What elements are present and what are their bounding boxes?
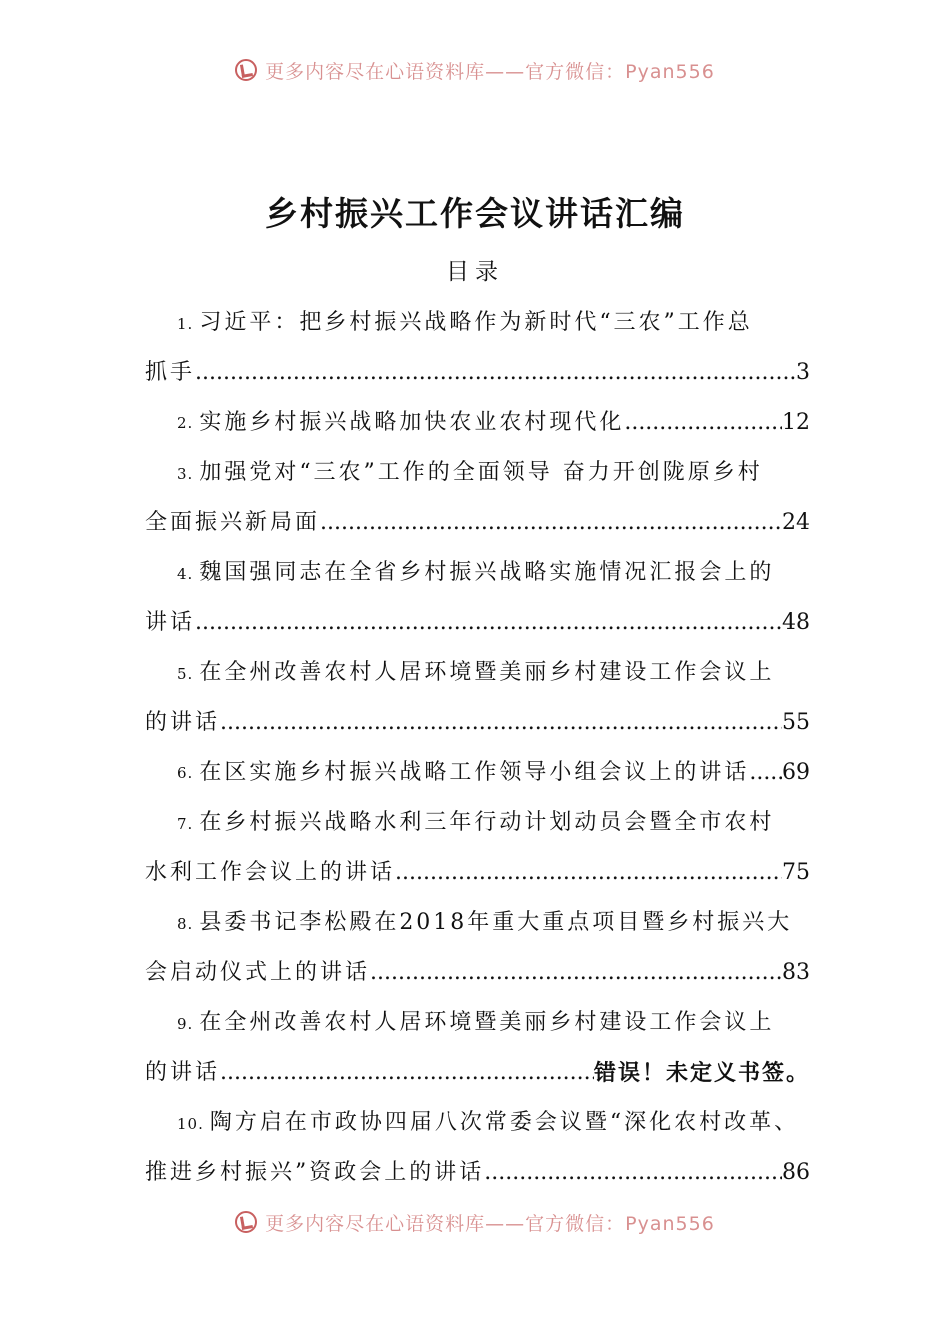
toc-entry-4[interactable]	[145, 548, 810, 648]
toc-entry-title: 在区实施乡村振兴战略工作领导小组会议上的讲话	[199, 760, 750, 785]
footer-watermark	[0, 1202, 950, 1242]
toc-entry-3[interactable]	[145, 448, 810, 548]
toc-entry-number: 10.	[177, 1115, 204, 1133]
toc-entry-number: 1.	[177, 315, 194, 333]
logo-icon	[235, 59, 257, 81]
table-of-contents	[145, 298, 810, 1198]
toc-entry-number: 6.	[177, 764, 194, 782]
toc-entry-title-cont: 推进乡村振兴”资政会上的讲话	[145, 1160, 485, 1185]
toc-page-number: 48	[782, 610, 810, 635]
toc-page-number: 3	[796, 360, 810, 385]
toc-page-number: 24	[782, 510, 810, 535]
toc-entry-title-cont: 全面振兴新局面	[145, 510, 321, 535]
toc-entry-title: 加强党对“三农”工作的全面领导 奋力开创陇原乡村	[199, 460, 763, 485]
toc-entry-number: 3.	[177, 465, 194, 483]
header-watermark-text: 更多内容尽在心语资料库——官方微信：Pyan556	[265, 60, 715, 83]
document-title: 乡村振兴工作会议讲话汇编	[265, 194, 685, 233]
toc-heading: 目录	[446, 259, 504, 285]
toc-page-number: 69	[782, 760, 810, 785]
toc-entry-title: 在全州改善农村人居环境暨美丽乡村建设工作会议上	[199, 1010, 775, 1035]
toc-page-number: 75	[782, 860, 810, 885]
leader-dots	[195, 598, 782, 648]
toc-entry-number: 9.	[177, 1015, 194, 1033]
toc-entry-number: 5.	[177, 665, 194, 683]
logo-icon	[235, 1211, 257, 1233]
toc-entry-title: 陶方启在市政协四届八次常委会议暨“深化农村改革、	[209, 1110, 800, 1135]
toc-entry-title: 在乡村振兴战略水利三年行动计划动员会暨全市农村	[199, 810, 775, 835]
toc-page-number: 86	[782, 1160, 810, 1185]
toc-entry-title-cont: 讲话	[145, 610, 196, 635]
leader-dots	[370, 948, 782, 998]
toc-entry-7[interactable]	[145, 798, 810, 898]
toc-entry-title-cont: 的讲话	[145, 1060, 221, 1085]
leader-dots	[195, 348, 796, 398]
toc-entry-title: 习近平：把乡村振兴战略作为新时代“三农”工作总	[199, 310, 753, 335]
toc-entry-number: 7.	[177, 815, 194, 833]
toc-entry-title: 县委书记李松殿在2018年重大重点项目暨乡村振兴大	[199, 910, 793, 935]
toc-entry-number: 8.	[177, 915, 194, 933]
header-watermark	[0, 50, 950, 90]
toc-entry-number: 2.	[177, 414, 194, 432]
toc-entry-8[interactable]	[145, 898, 810, 998]
leader-dots	[395, 848, 782, 898]
toc-entry-title-cont: 水利工作会议上的讲话	[145, 860, 396, 885]
toc-page-number: 83	[782, 960, 810, 985]
leader-dots	[320, 498, 782, 548]
toc-entry-title-cont: 抓手	[145, 360, 196, 385]
leader-dots	[484, 1148, 782, 1198]
toc-entry-10[interactable]	[145, 1098, 810, 1198]
toc-entry-2[interactable]	[145, 398, 810, 448]
toc-entry-title-cont: 会启动仪式上的讲话	[145, 960, 371, 985]
leader-dots	[220, 698, 782, 748]
toc-entry-6[interactable]	[145, 748, 810, 798]
toc-entry-title: 魏国强同志在全省乡村振兴战略实施情况汇报会上的	[199, 560, 775, 585]
leader-dots	[220, 1048, 594, 1098]
toc-entry-number: 4.	[177, 565, 194, 583]
toc-entry-title: 实施乡村振兴战略加快农业农村现代化	[199, 410, 625, 435]
leader-dots	[749, 748, 782, 798]
leader-dots	[624, 398, 782, 448]
toc-page-number: 55	[782, 710, 810, 735]
toc-entry-title-cont: 的讲话	[145, 710, 221, 735]
toc-entry-5[interactable]	[145, 648, 810, 748]
toc-page-number: 12	[782, 410, 810, 435]
toc-entry-title: 在全州改善农村人居环境暨美丽乡村建设工作会议上	[199, 660, 775, 685]
toc-entry-9[interactable]	[145, 998, 810, 1098]
toc-page-error: 错误！未定义书签。	[593, 1060, 810, 1086]
footer-watermark-text: 更多内容尽在心语资料库——官方微信：Pyan556	[265, 1212, 715, 1235]
toc-entry-1[interactable]	[145, 298, 810, 398]
